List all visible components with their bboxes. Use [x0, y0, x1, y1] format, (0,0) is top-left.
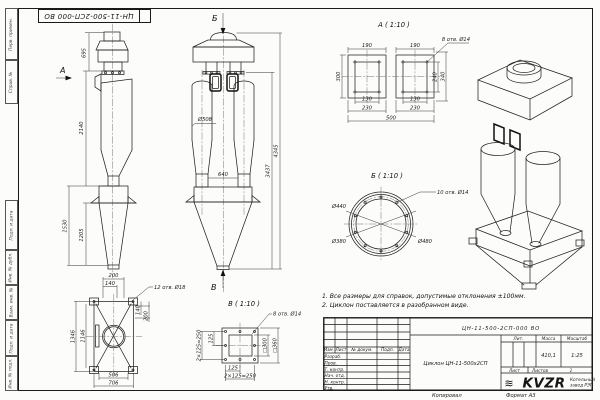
dim-340: 340 — [440, 71, 447, 82]
side-view — [55, 20, 187, 292]
view-a-title: А ( 1:10 ) — [378, 21, 410, 29]
side-view-geometry — [91, 24, 136, 278]
view-a-geometry — [342, 50, 440, 103]
view-v-title: В ( 1:10 ) — [228, 300, 260, 308]
view-v — [178, 293, 308, 399]
role-t-kontr: Т. контр. — [324, 367, 345, 373]
base-view-geometry — [86, 294, 142, 378]
view-b — [330, 166, 472, 278]
copied-label: Копировал — [432, 392, 462, 399]
dim-d440: Ø440 — [332, 204, 346, 210]
dim-130-left: 130 — [362, 96, 372, 103]
mass-label: Масса — [541, 337, 556, 342]
dim-1346: 1346 — [70, 329, 77, 344]
dim-1146: 1146 — [80, 329, 87, 343]
sheets-label: Листов — [532, 368, 549, 374]
holes-note: 10 отв. Ø14 — [437, 190, 469, 196]
logo-sub-1: Котельный — [570, 378, 596, 383]
dim-200-top: 200 — [108, 273, 119, 279]
col-dokum: № докум. — [351, 348, 373, 353]
format-label: Формат А3 — [506, 392, 536, 399]
margin-label: Справ. № — [9, 71, 15, 93]
dim-640: 640 — [218, 172, 228, 178]
mass-value: 410,1 — [541, 353, 556, 359]
holes-note: 8 отв. Ø14 — [441, 37, 470, 43]
view-arrow-v-label: В — [211, 283, 217, 292]
role-prov: Пров. — [324, 361, 337, 367]
view-arrow-a-icon — [66, 76, 73, 81]
margin-box-vzam-inv — [5, 285, 18, 320]
dim-230-right: 230 — [410, 105, 420, 112]
dim-230-left: 230 — [362, 105, 372, 112]
dim-190-right: 190 — [410, 43, 420, 49]
col-podp: Подп. — [380, 348, 395, 353]
role-n-kontr: Н. контр. — [324, 380, 346, 386]
sheet-label: Лист — [509, 368, 520, 374]
dim-125-left: 125 — [208, 333, 215, 344]
sheets-value: 1 — [569, 368, 573, 374]
col-data: Дата — [398, 348, 410, 353]
margin-label: Взам. инв. № — [9, 287, 14, 318]
dim-square-300: □300 — [262, 338, 269, 353]
dim-500: 500 — [386, 115, 396, 122]
margin-box-inv-podl — [5, 356, 18, 391]
margin-box-inv-dubl — [5, 250, 18, 285]
front-view — [172, 8, 308, 296]
dim-300: 300 — [336, 71, 342, 82]
role-nach: Нач. отд. — [324, 374, 346, 380]
note-line-1: 1. Все размеры для справок, допустимые отклонения ±100мм. — [322, 293, 526, 300]
dim-506: 506 — [108, 372, 119, 379]
holes-note: 8 отв. Ø14 — [273, 311, 302, 318]
view-b-title: Б ( 1:10 ) — [371, 172, 403, 180]
dim-190-left: 190 — [362, 43, 372, 49]
col-izm: Изм. — [323, 348, 335, 353]
dim-4345: 4345 — [273, 144, 280, 158]
scale-label: Масштаб — [566, 337, 588, 342]
dim-695: 695 — [81, 48, 88, 58]
isometric-geometry — [469, 60, 584, 289]
dim-125-bottom: 125 — [228, 365, 238, 372]
note-line-2: 2. Циклон поставляется в разобранном виде. — [322, 302, 469, 310]
margin-label: Перв. примен. — [9, 17, 14, 51]
margin-box-podp-data-2 — [5, 320, 18, 356]
dim-250-bottom: 2×125=250 — [224, 373, 256, 380]
dim-d380: Ø380 — [332, 239, 346, 245]
margin-box-podp-data-1 — [5, 200, 18, 250]
dim-140-right: 140 — [135, 305, 142, 315]
dim-1205: 1205 — [79, 228, 85, 242]
dim-140-top: 140 — [105, 280, 115, 287]
view-v-geometry — [216, 323, 264, 369]
dim-d480: Ø480 — [418, 239, 432, 245]
role-utv: Утв. — [324, 386, 334, 392]
front-view-dimensions — [192, 13, 282, 292]
dim-240: 240 — [432, 72, 439, 82]
dim-706: 706 — [108, 380, 119, 387]
logo-text: KVZR — [522, 375, 566, 392]
scale-value: 1:25 — [571, 353, 583, 359]
view-arrow-v-icon — [221, 270, 226, 277]
dim-250-left: 2×125=250 — [196, 329, 203, 362]
margin-label: Инв. № подл. — [9, 358, 15, 389]
view-arrow-b-icon — [221, 28, 226, 35]
margin-box-perv-primen — [5, 8, 18, 60]
logo-sub-2: завод РЭП — [570, 383, 594, 389]
base-view — [56, 270, 190, 398]
margin-label: Инв. № дубл. — [9, 252, 15, 283]
top-stamp-doc-number: ЦН-11-500-2СП-000 ВО — [44, 12, 134, 20]
role-razrab: Разраб. — [324, 355, 342, 360]
logo-wave-icon: ≋ — [504, 377, 514, 390]
notes — [322, 292, 592, 311]
dim-2140: 2140 — [79, 121, 85, 135]
side-view-dimensions — [56, 33, 108, 266]
view-arrow-a-label: А — [60, 66, 66, 75]
margin-label: Подп. и дата — [9, 323, 15, 353]
doc-number: ЦН-11-500-2СП-000 ВО — [462, 326, 540, 332]
isometric-view — [458, 32, 598, 277]
col-list: Лист — [335, 348, 347, 353]
margin-label: Подп. и дата — [9, 210, 15, 240]
dim-1530: 1530 — [62, 219, 69, 233]
view-a — [332, 16, 472, 148]
dim-d508: Ø508 — [198, 117, 212, 123]
view-v-dimensions — [197, 311, 302, 382]
dim-3437: 3437 — [265, 164, 272, 178]
dim-130-right: 130 — [410, 96, 420, 103]
dim-200-right: 200 — [143, 311, 150, 321]
front-view-geometry — [186, 33, 260, 293]
title-block — [323, 317, 596, 392]
view-arrow-b-label: Б — [212, 14, 218, 23]
margin-box-sprav-no — [5, 60, 18, 104]
product-name: Циклон ЦН-11-500х2СП — [423, 361, 488, 367]
lit-label: Лит. — [513, 337, 524, 342]
holes-note: 12 отв. Ø18 — [154, 285, 186, 291]
dim-square-360: □360 — [272, 338, 279, 353]
